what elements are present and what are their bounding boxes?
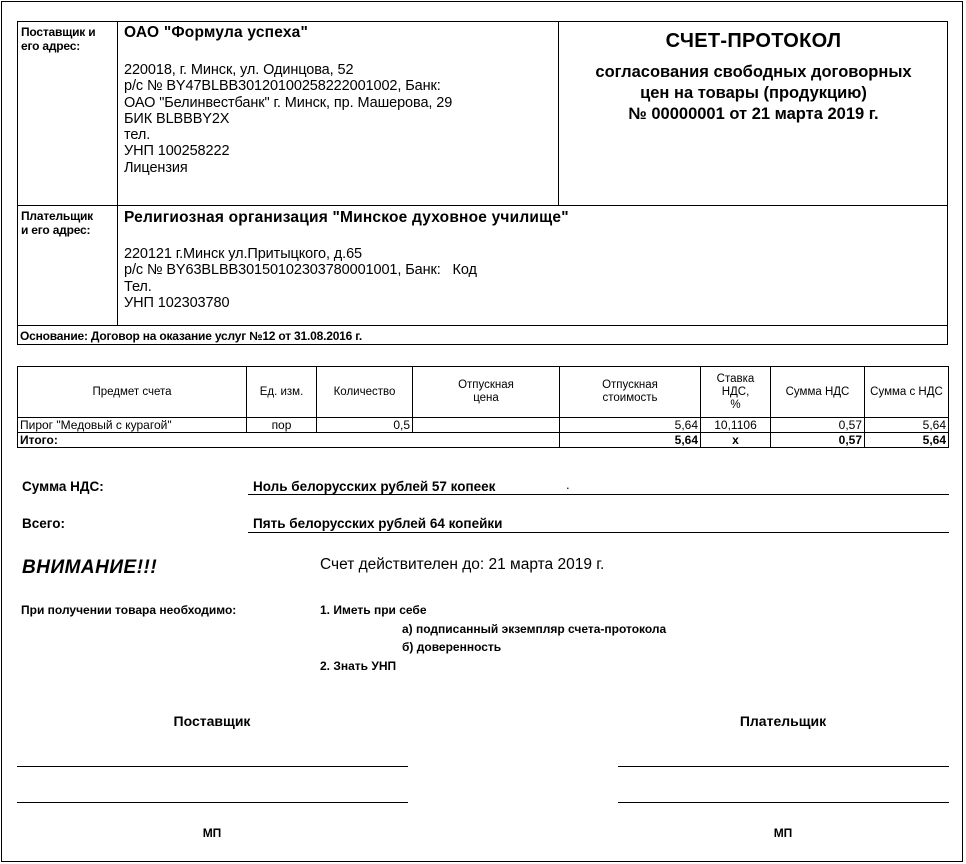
supplier-address: 220018, г. Минск, ул. Одинцова, 52 <box>124 62 354 78</box>
supplier-name: ОАО "Формула успеха" <box>124 24 309 41</box>
cell-price <box>413 418 560 433</box>
payer-name: Религиозная организация "Минское духовное училище" <box>124 209 569 226</box>
total-sum: 5,64 <box>865 433 949 448</box>
divider <box>17 325 948 326</box>
stamp-place-right: МП <box>773 826 793 840</box>
payer-signature-label: Плательщик <box>739 713 827 729</box>
supplier-details <box>124 62 452 176</box>
supplier-unp: УНП 100258222 <box>124 143 230 160</box>
vat-sum-label: Сумма НДС: <box>22 479 104 494</box>
cell-vat-rate: 10,1106 <box>701 418 771 433</box>
total-label: Итого: <box>18 433 560 448</box>
divider <box>117 21 118 325</box>
payer-unp: УНП 102303780 <box>124 294 230 311</box>
supplier-bank: ОАО "Белинвестбанк" г. Минск, пр. Машерова, 29 <box>124 94 453 111</box>
signature-line <box>618 766 949 767</box>
col-qty: Количество <box>317 367 413 418</box>
vat-sum-dot: . <box>566 477 570 492</box>
payer-address: 220121 г.Минск ул.Притыцкого, д.65 <box>124 246 363 262</box>
items-table <box>17 366 949 448</box>
supplier-label: Поставщик и его адрес: <box>21 25 96 53</box>
col-item: Предмет счета <box>18 367 247 418</box>
instruction-step-1b: б) доверенность <box>402 640 502 654</box>
cell-item: Пирог "Медовый с курагой" <box>18 418 247 433</box>
total-vat-rate: x <box>701 433 771 448</box>
payer-phone: Тел. <box>124 278 152 295</box>
supplier-signature-label: Поставщик <box>173 713 251 729</box>
col-cost: Отпускная стоимость <box>560 367 701 418</box>
table-row <box>18 418 949 433</box>
col-vat-rate: Ставка НДС, % <box>701 367 771 418</box>
supplier-account: р/с № BY47BLBB30120100258222001002, Банк: <box>124 78 441 95</box>
underline <box>248 494 949 495</box>
supplier-bik: БИК BLBBBY2X <box>124 110 230 127</box>
total-words: Пять белорусских рублей 64 копейки <box>253 516 503 531</box>
signature-line <box>17 766 408 767</box>
payer-account: р/с № BY63BLBB30150102303780001001, Банк: Код <box>124 262 477 279</box>
col-unit: Ед. изм. <box>247 367 317 418</box>
divider <box>17 205 948 206</box>
vat-sum-words: Ноль белорусских рублей 57 копеек <box>253 479 496 494</box>
col-vat-sum: Сумма НДС <box>771 367 865 418</box>
instructions-label: При получении товара необходимо: <box>21 603 237 617</box>
signature-line <box>618 802 949 803</box>
col-total: Сумма с НДС <box>865 367 949 418</box>
instruction-step-2: 2. Знать УНП <box>320 659 397 673</box>
attention-heading: ВНИМАНИЕ!!! <box>22 557 158 578</box>
col-price: Отпускная цена <box>413 367 560 418</box>
instruction-step-1: 1. Иметь при себе <box>320 603 427 617</box>
payer-label: Плательщик и его адрес: <box>21 209 93 237</box>
table-header-row <box>18 367 949 418</box>
basis: Основание: Договор на оказание услуг №12 от 31.08.2016 г. <box>20 329 362 343</box>
instruction-step-1a: а) подписанный экземпляр счета-протокола <box>402 622 667 636</box>
table-total-row <box>18 433 949 448</box>
total-vat-sum: 0,57 <box>771 433 865 448</box>
cell-total: 5,64 <box>865 418 949 433</box>
document-title: СЧЕТ-ПРОТОКОЛ <box>665 30 842 52</box>
total-label: Всего: <box>22 516 65 531</box>
underline <box>248 532 949 533</box>
total-cost: 5,64 <box>560 433 701 448</box>
valid-until: Счет действителен до: 21 марта 2019 г. <box>320 556 605 573</box>
payer-details <box>124 246 477 311</box>
cell-qty: 0,5 <box>317 418 413 433</box>
document-subtitle: согласования свободных договорных цен на товары (продукцию) № 00000001 от 21 марта 2019 г. <box>595 63 912 123</box>
supplier-license: Лицензия <box>124 159 188 176</box>
cell-cost: 5,64 <box>560 418 701 433</box>
supplier-phone: тел. <box>124 127 151 144</box>
cell-unit: пор <box>247 418 317 433</box>
signature-line <box>17 802 408 803</box>
cell-vat-sum: 0,57 <box>771 418 865 433</box>
stamp-place-left: МП <box>202 826 222 840</box>
